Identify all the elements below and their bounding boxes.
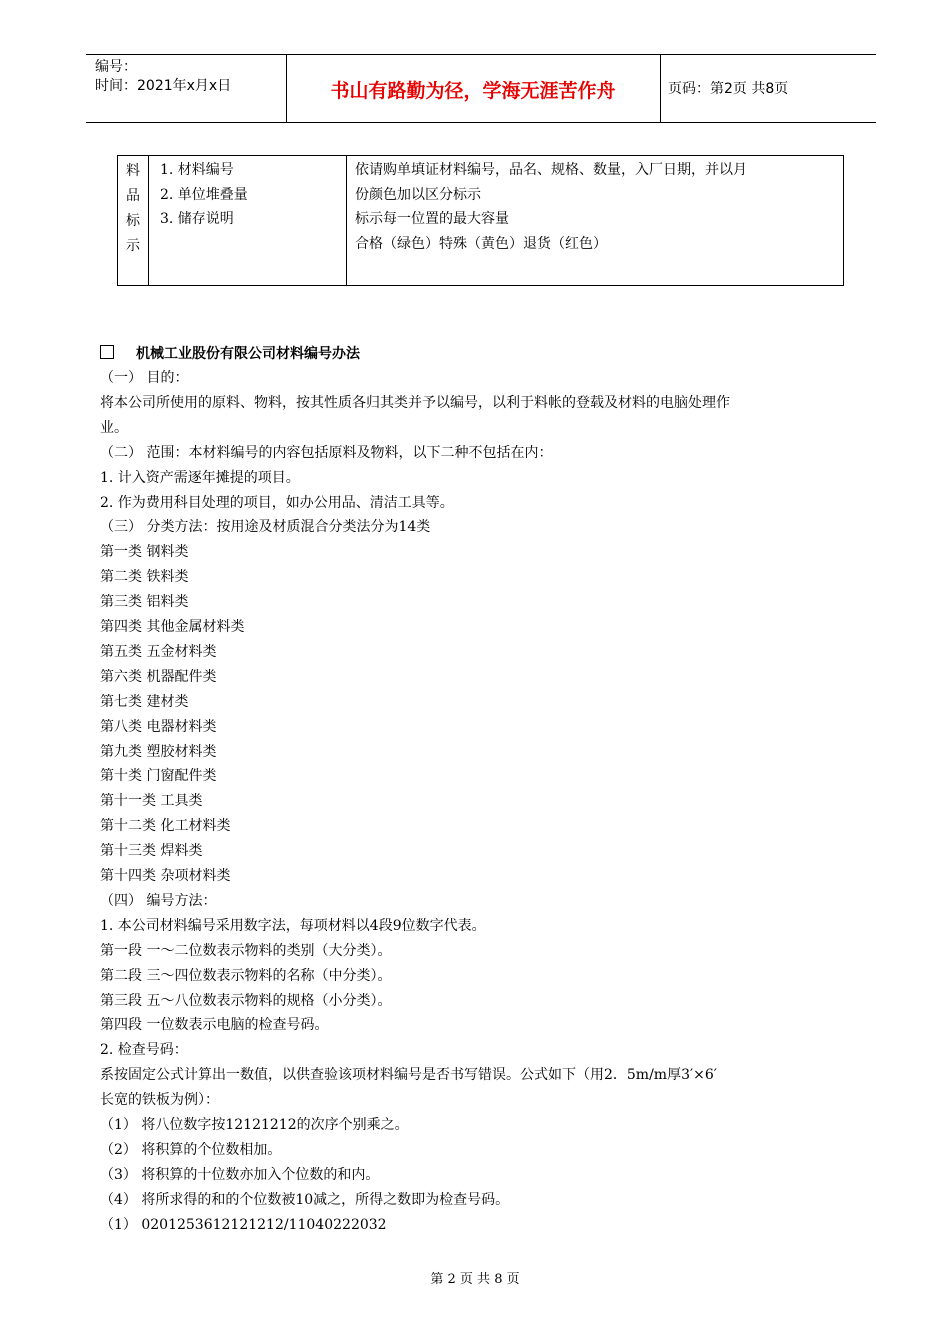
body-line: 第十三类 焊料类 — [100, 843, 203, 860]
section-heading — [100, 344, 360, 364]
category-char: 料 — [126, 163, 140, 179]
body-line: 2. 作为费用科目处理的项目，如办公用品、清洁工具等。 — [100, 494, 454, 511]
header-divider-right — [660, 54, 661, 122]
header-page-label: 页码：第2页 共8页 — [668, 81, 789, 97]
body-line: 第二段 三～四位数表示物料的名称（中分类）。 — [100, 967, 392, 984]
body-line: （1） 0201253612121212/11040222032 — [100, 1216, 387, 1233]
table-item: 1. 材料编号 — [160, 162, 234, 178]
category-char: 品 — [126, 188, 140, 204]
header-bottom-rule — [86, 122, 876, 123]
category-char: 示 — [126, 238, 140, 254]
header-motto: 书山有路勤为径，学海无涯苦作舟 — [330, 80, 616, 102]
table-description: 合格（绿色）特殊（黄色）退货（红色） — [355, 235, 607, 252]
body-line: （四） 编号方法： — [100, 892, 217, 909]
body-line: 第七类 建材类 — [100, 693, 189, 710]
body-line: 1. 本公司材料编号采用数字法，每项材料以4段9位数字代表。 — [100, 917, 486, 934]
body-line: （3） 将积算的十位数亦加入个位数的和内。 — [100, 1166, 380, 1183]
checkbox-icon — [100, 345, 114, 359]
page-footer: 第 2 页 共 8 页 — [430, 1272, 520, 1287]
body-line: 长宽的铁板为例）： — [100, 1092, 219, 1109]
table-description: 份颜色加以区分标示 — [355, 186, 481, 203]
body-line: 第四类 其他金属材料类 — [100, 619, 245, 635]
body-line: 第二类 铁料类 — [100, 569, 189, 586]
body-line: （4） 将所求得的和的个位数被10减之，所得之数即为检查号码。 — [100, 1191, 510, 1208]
body-line: 第八类 电器材料类 — [100, 718, 217, 735]
body-line: （2） 将积算的个位数相加。 — [100, 1141, 282, 1158]
body-line: 第十一类 工具类 — [100, 793, 203, 810]
section-title: 机械工业股份有限公司材料编号办法 — [136, 346, 360, 362]
header-top-rule — [86, 54, 876, 55]
body-line: 第五类 五金材料类 — [100, 643, 217, 660]
body-line: 第一段 一～二位数表示物料的类别（大分类）。 — [100, 942, 392, 959]
body-line: （二） 范围：本材料编号的内容包括原料及物料，以下二种不包括在内： — [100, 444, 553, 461]
table-category-cell — [118, 158, 148, 283]
table-item: 2. 单位堆叠量 — [160, 186, 248, 203]
table-description: 标示每一位置的最大容量 — [355, 211, 509, 227]
body-line: 将本公司所使用的原料、物料，按其性质各归其类并予以编号，以利于料帐的登载及材料的电脑处理作 — [100, 394, 730, 411]
table-item: 3. 储存说明 — [160, 211, 234, 227]
body-line: 第四段 一位数表示电脑的检查号码。 — [100, 1017, 329, 1034]
table-items-cell — [160, 158, 248, 232]
body-line: 业。 — [100, 419, 128, 436]
body-line: 2. 检查号码： — [100, 1042, 188, 1059]
body-line: 第十类 门窗配件类 — [100, 768, 217, 785]
body-line: （三） 分类方法：按用途及材质混合分类法分为14类 — [100, 519, 431, 536]
body-line: 第九类 塑胶材料类 — [100, 743, 217, 760]
document-time-label: 时间：2021年x月x日 — [95, 78, 232, 94]
body-line: （一） 目的： — [100, 370, 189, 386]
table-description: 依请购单填证材料编号，品名、规格、数量，入厂日期，并以月 — [355, 162, 747, 178]
body-line: 第十四类 杂项材料类 — [100, 868, 231, 884]
body-line: 第十二类 化工材料类 — [100, 818, 231, 835]
body-line: 1. 计入资产需逐年摊提的项目。 — [100, 469, 300, 486]
body-line: （1） 将八位数字按12121212的次序个别乘之。 — [100, 1117, 409, 1133]
table-divider-1 — [148, 155, 149, 286]
body-line: 第六类 机器配件类 — [100, 668, 217, 685]
body-line: 第三类 铝料类 — [100, 594, 189, 611]
document-number-label: 编号： — [95, 59, 137, 75]
category-char: 标 — [126, 213, 140, 229]
body-line: 系按固定公式计算出一数值，以供查验该项材料编号是否书写错误。公式如下（用2．5m/m厚3′×6′ — [100, 1067, 717, 1084]
table-divider-2 — [346, 155, 347, 286]
body-line: 第一类 钢料类 — [100, 544, 189, 561]
table-descriptions-cell — [355, 158, 747, 256]
body-line: 第三段 五～八位数表示物料的规格（小分类）。 — [100, 992, 392, 1009]
